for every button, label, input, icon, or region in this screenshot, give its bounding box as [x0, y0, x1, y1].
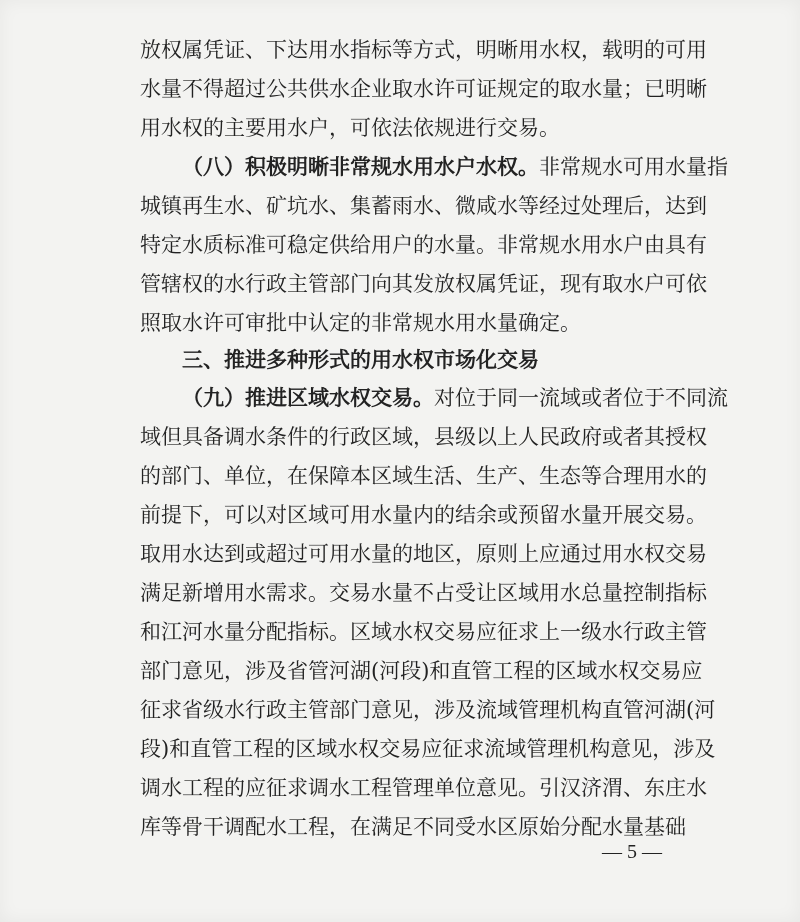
page-number: — 5 — [602, 841, 662, 863]
section-8-line-4: 照取水许可审批中认定的非常规水用水量确定。 [140, 311, 581, 335]
section-9-line-1: 域但具备调水条件的行政区域，县级以上人民政府或者其授权 [140, 425, 707, 449]
body-line-2: 水量不得超过公共供水企业取水许可证规定的取水量；已明晰 [140, 77, 707, 101]
section-8-line-1: 城镇再生水、矿坑水、集蓄雨水、微咸水等经过处理后，达到 [140, 194, 707, 218]
body-line-3: 用水权的主要用水户，可依法依规进行交易。 [140, 116, 560, 140]
section-9-line-5: 满足新增用水需求。交易水量不占受让区域用水总量控制指标 [140, 581, 707, 605]
section-9-line-7: 部门意见，涉及省管河湖(河段)和直管工程的区域水权交易应 [140, 659, 703, 683]
section-8-line-2: 特定水质标准可稳定供给用户的水量。非常规水用水户由具有 [140, 233, 707, 257]
section-8-title: （八）积极明晰非常规水用水户水权。 [182, 155, 539, 179]
section-9-line-2: 的部门、单位，在保障本区域生活、生产、生态等合理用水的 [140, 464, 707, 488]
section-9-first-line [182, 384, 728, 412]
section-9-line-8: 征求省级水行政主管部门意见，涉及流域管理机构直管河湖(河 [140, 698, 716, 722]
section-9-line-4: 取用水达到或超过可用水量的地区，原则上应通过用水权交易 [140, 542, 707, 566]
section-heading-3: 三、推进多种形式的用水权市场化交易 [182, 348, 539, 372]
section-9-line-3: 前提下，可以对区域可用水量内的结余或预留水量开展交易。 [140, 503, 707, 527]
section-9-line-10: 调水工程的应征求调水工程管理单位意见。引汉济渭、东庄水 [140, 776, 707, 800]
section-8-first-line [182, 153, 728, 181]
section-9-line-11: 库等骨干调配水工程，在满足不同受水区原始分配水量基础 [140, 815, 686, 839]
section-9-first-line-rest: 对位于同一流域或者位于不同流 [434, 386, 728, 410]
section-8-line-3: 管辖权的水行政主管部门向其发放权属凭证，现有取水户可依 [140, 272, 707, 296]
section-9-line-9: 段)和直管工程的区域水权交易应征求流域管理机构意见，涉及 [140, 737, 716, 761]
section-8-first-line-rest: 非常规水可用水量指 [539, 155, 728, 179]
section-9-title: （九）推进区域水权交易。 [182, 386, 434, 410]
body-line-1: 放权属凭证、下达用水指标等方式，明晰用水权，载明的可用 [140, 38, 707, 62]
section-9-line-6: 和江河水量分配指标。区域水权交易应征求上一级水行政主管 [140, 620, 707, 644]
